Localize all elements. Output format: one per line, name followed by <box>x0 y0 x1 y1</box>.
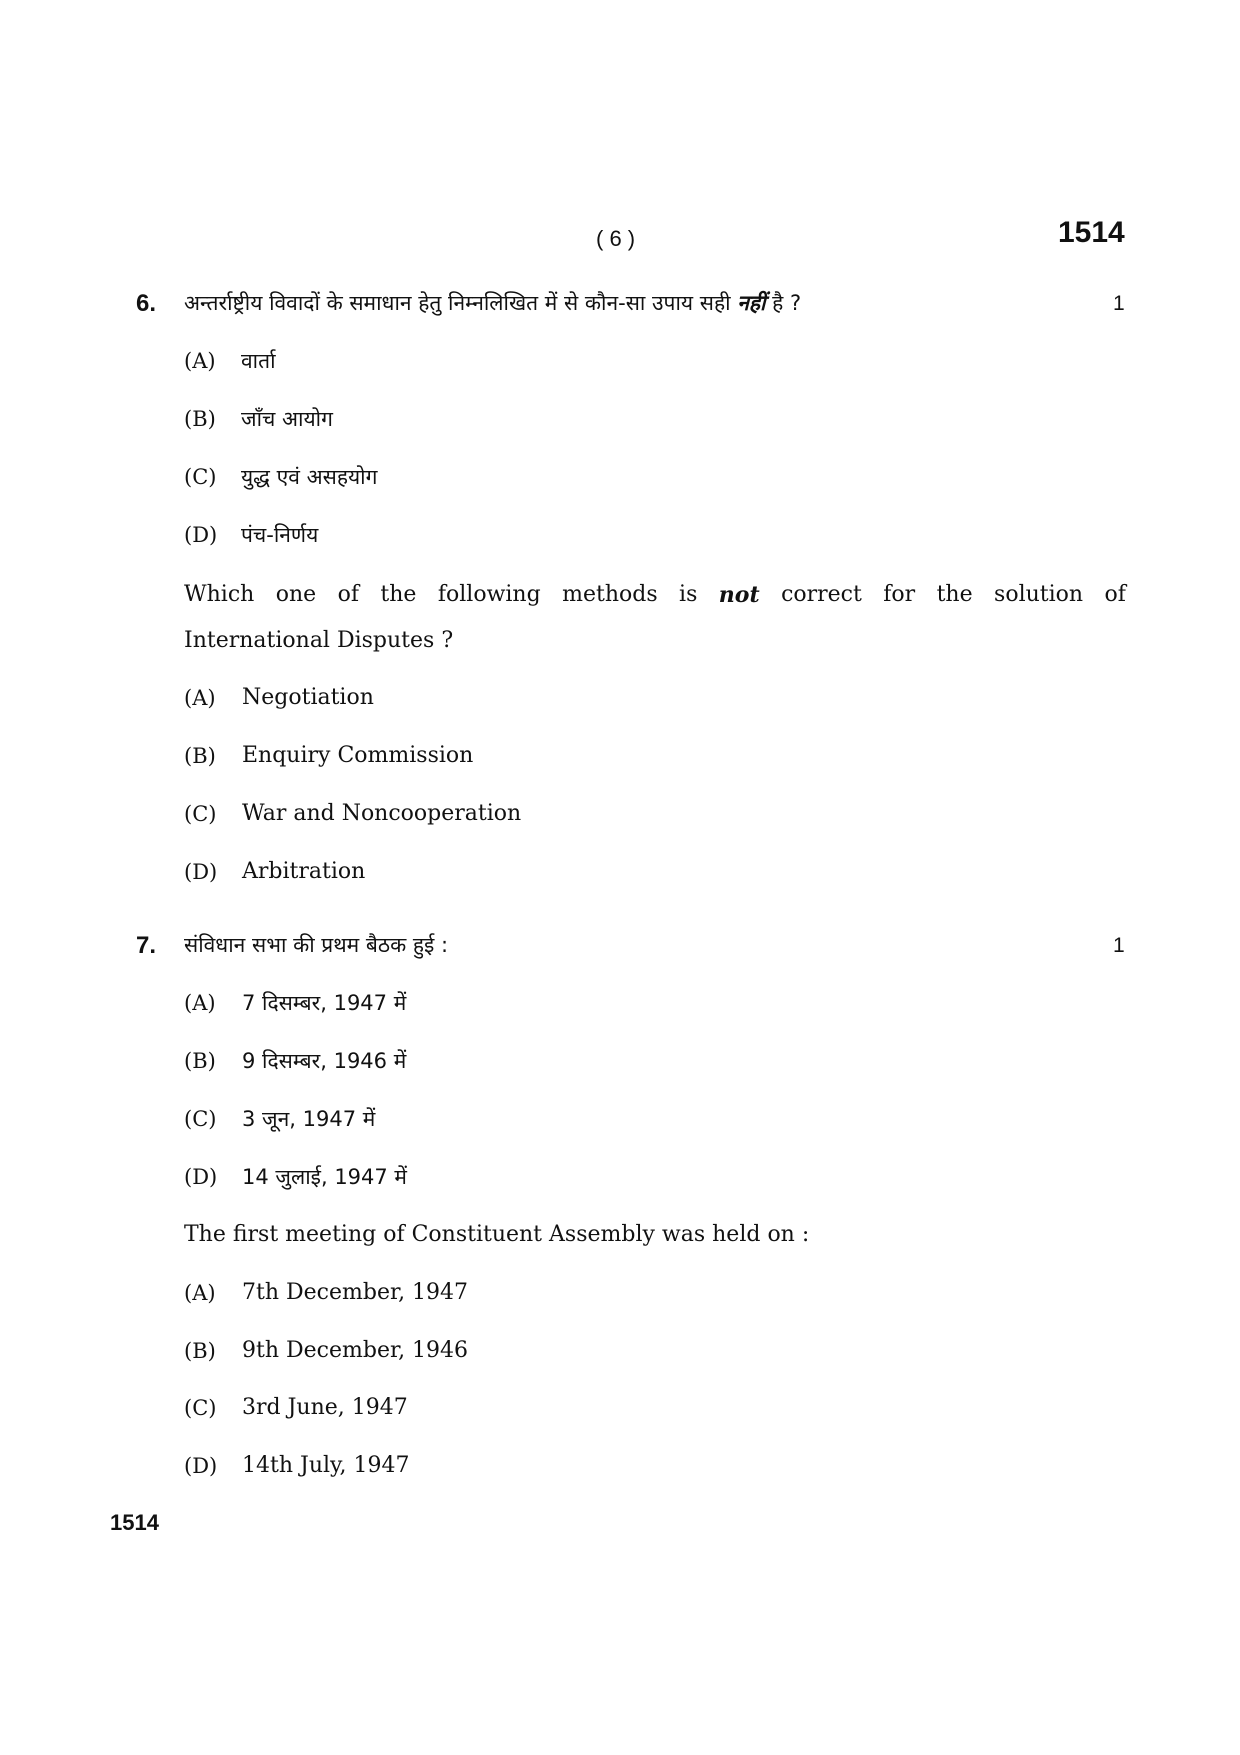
question-7-marks: 1 <box>1113 934 1125 957</box>
question-6-english-line-1: Which one of the following methods is not correct for the solution of <box>184 582 1126 608</box>
q7-english-option-d-text: 14th July, 1947 <box>242 1453 410 1478</box>
q7-hindi-option-b-text: 9 दिसम्बर, 1946 में <box>242 1049 407 1073</box>
q7-hindi-option-b-label: (B) <box>184 1049 216 1073</box>
question-6-hindi-text: अन्तर्राष्ट्रीय विवादों के समाधान हेतु निम्नलिखित में से कौन-सा उपाय सही नहीं है ? <box>184 291 802 315</box>
question-6-hindi-emphasis: नहीं <box>737 291 766 315</box>
q7-english-option-c-text: 3rd June, 1947 <box>242 1395 408 1420</box>
q7-hindi-option-d-text: 14 जुलाई, 1947 में <box>242 1165 407 1189</box>
q7-hindi-option-c-text: 3 जून, 1947 में <box>242 1107 376 1131</box>
q6-english-option-a-label: (A) <box>184 686 216 710</box>
question-7-number: 7. <box>136 932 157 959</box>
q6-hindi-option-b: (B) <box>184 407 216 431</box>
q7-hindi-option-c-label: (C) <box>184 1107 217 1131</box>
question-7-hindi-text: संविधान सभा की प्रथम बैठक हुई : <box>184 933 449 957</box>
question-6-marks: 1 <box>1113 292 1125 315</box>
q6-hindi-option-b-text: जाँच आयोग <box>241 407 333 431</box>
q7-english-option-b-label: (B) <box>184 1339 216 1363</box>
paper-code-header: 1514 <box>1058 216 1125 249</box>
question-6-number: 6. <box>136 290 157 317</box>
q6-english-option-b-text: Enquiry Commission <box>242 743 474 768</box>
q6-hindi-option-c: (C) <box>184 465 217 489</box>
q6-hindi-option-c-text: युद्ध एवं असहयोग <box>241 465 378 489</box>
q7-hindi-option-a-label: (A) <box>184 991 216 1015</box>
q6-english-option-c-text: War and Noncooperation <box>242 801 522 826</box>
q6-hindi-option-d: (D) <box>184 523 218 547</box>
q6-english-option-d-label: (D) <box>184 860 218 884</box>
q6-hindi-option-d-text: पंच-निर्णय <box>241 523 319 547</box>
q6-english-option-d-text: Arbitration <box>242 859 366 884</box>
q7-english-option-d-label: (D) <box>184 1454 218 1478</box>
q6-hindi-option-a: (A) <box>184 349 216 373</box>
question-6-english-emphasis: not <box>718 582 760 608</box>
q6-hindi-option-a-text: वार्ता <box>241 349 276 373</box>
question-6-english-line-2: International Disputes ? <box>184 628 454 653</box>
q6-english-option-b-label: (B) <box>184 744 216 768</box>
page-number: ( 6 ) <box>596 226 636 251</box>
question-7-english-text: The first meeting of Constituent Assembly was held on : <box>184 1222 810 1247</box>
q6-english-option-a-text: Negotiation <box>242 685 374 710</box>
q7-hindi-option-d-label: (D) <box>184 1165 218 1189</box>
q7-english-option-c-label: (C) <box>184 1396 217 1420</box>
q7-english-option-a-label: (A) <box>184 1281 216 1305</box>
q6-english-option-c-label: (C) <box>184 802 217 826</box>
q7-english-option-b-text: 9th December, 1946 <box>242 1338 469 1363</box>
q7-english-option-a-text: 7th December, 1947 <box>242 1280 469 1305</box>
paper-code-footer: 1514 <box>110 1510 159 1535</box>
q7-hindi-option-a-text: 7 दिसम्बर, 1947 में <box>242 991 407 1015</box>
